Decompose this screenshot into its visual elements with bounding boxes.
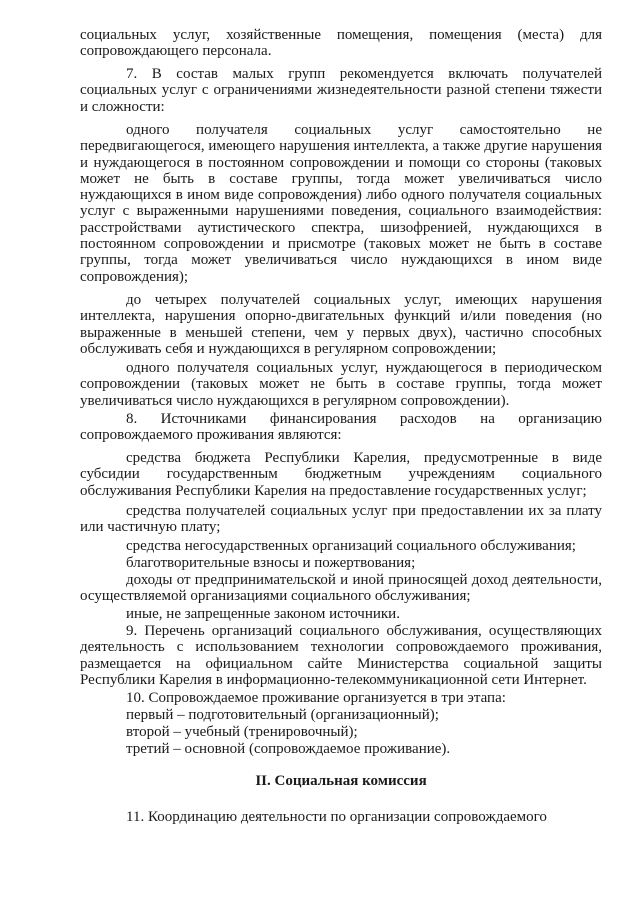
paragraph-stage-2: второй – учебный (тренировочный); [126, 724, 358, 740]
paragraph-funding-other: иные, не запрещенные законом источники. [126, 606, 400, 622]
paragraph-item-11: 11. Координацию деятельности по организации сопровождаемого [126, 809, 547, 825]
paragraph-funding-budget: средства бюджета Республики Карелия, предусмотренные в виде субсидии государственным бюджетным учреждениям социального обслуживания Республики Карелия на предоставление государственных услуг; [80, 450, 602, 499]
paragraph-group-member-3: одного получателя социальных услуг, нуждающегося в периодическом сопровождении (таковых может не быть в составе группы, тогда может увеличиваться число нуждающихся в регулярном сопровождении). [80, 360, 602, 409]
paragraph-item-9: 9. Перечень организаций социального обслуживания, осуществляющих деятельность с использованием технологии сопровождаемого проживания, размещается на официальном сайте Министерства социальной защиты Республики Карелия в информационно-телекоммуникационной сети Интернет. [80, 623, 602, 688]
paragraph-item-10: 10. Сопровождаемое проживание организуется в три этапа: [126, 690, 506, 706]
section-heading: II. Социальная комиссия [255, 773, 427, 789]
paragraph-continuation: социальных услуг, хозяйственные помещения, помещения (места) для сопровождающего персонала. [80, 27, 602, 60]
paragraph-item-8: 8. Источниками финансирования расходов на организацию сопровождаемого проживания являются: [80, 411, 602, 444]
paragraph-item-7: 7. В состав малых групп рекомендуется включать получателей социальных услуг с ограничениями жизнедеятельности разной степени тяжести и сложности: [80, 66, 602, 115]
paragraph-stage-3: третий – основной (сопровождаемое проживание). [126, 741, 451, 757]
paragraph-group-member-2: до четырех получателей социальных услуг, имеющих нарушения интеллекта, нарушения опорно-двигательных функций и/или поведения (но выраженные в меньшей степени, чем у первых двух), частично способных обслуживать себя и нуждающихся в регулярном сопровождении; [80, 292, 602, 357]
paragraph-funding-recipients: средства получателей социальных услуг при предоставлении их за плату или частичную плату; [80, 503, 602, 536]
paragraph-funding-business: доходы от предпринимательской и иной приносящей доход деятельности, осуществляемой организациями социального обслуживания; [80, 572, 602, 605]
paragraph-group-member-1: одного получателя социальных услуг самостоятельно не передвигающегося, имеющего нарушения интеллекта, а также другие нарушения и нуждающегося в постоянном сопровождении и помощи со стороны (таковых может не быть в составе группы, тогда может увеличиваться число нуждающихся в ином виде сопровождения) либо одного получателя социальных услуг с выраженными нарушениями поведения, социального взаимодействия: расстройствами аутистического спектра, шизофренией, нуждающихся в постоянном сопровождении и присмотре (таковых может не быть в составе группы, тогда может увеличиваться число нуждающихся в ином виде сопровождения); [80, 122, 602, 285]
paragraph-funding-charity: благотворительные взносы и пожертвования; [126, 555, 416, 571]
paragraph-stage-1: первый – подготовительный (организационный); [126, 707, 439, 723]
paragraph-funding-ngo: средства негосударственных организаций социального обслуживания; [126, 538, 576, 554]
